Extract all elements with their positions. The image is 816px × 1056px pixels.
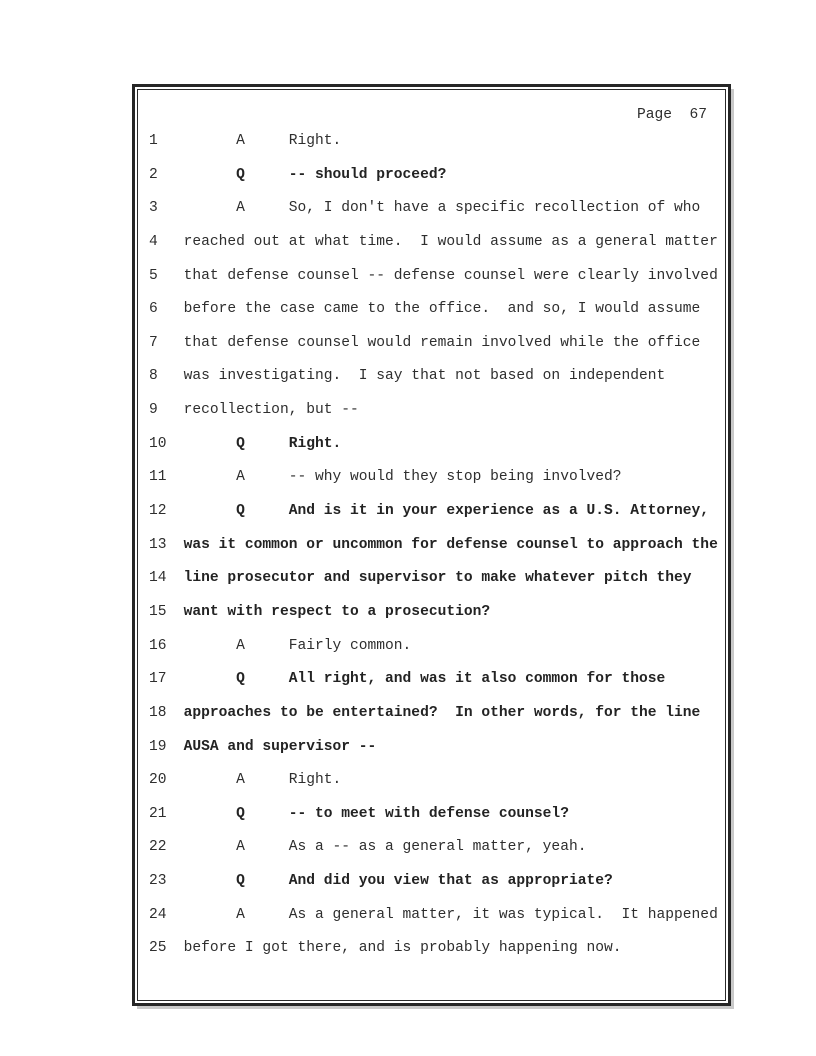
page-number: Page 67 xyxy=(636,107,707,123)
line-text: reached out at what time. I would assume as a general matter xyxy=(183,233,718,250)
transcript-line xyxy=(138,630,725,664)
line-number: 7 xyxy=(149,334,158,351)
transcript-line xyxy=(138,798,725,832)
transcript-line xyxy=(138,428,725,462)
line-number: 11 xyxy=(149,469,167,486)
transcript-line xyxy=(138,596,725,630)
transcript-line xyxy=(138,831,725,865)
line-number: 8 xyxy=(149,368,158,385)
line-number: 16 xyxy=(149,637,167,654)
line-text: before the case came to the office. and so, I would assume xyxy=(183,301,701,318)
line-number: 17 xyxy=(149,671,167,688)
transcript-line xyxy=(138,293,725,327)
line-text: Q -- to meet with defense counsel? xyxy=(183,805,569,822)
line-number: 14 xyxy=(149,570,167,587)
document-frame-inner xyxy=(137,89,726,1001)
line-text: A So, I don't have a specific recollection of who xyxy=(183,200,701,217)
line-number: 10 xyxy=(149,435,167,452)
line-text: A -- why would they stop being involved? xyxy=(183,469,622,486)
line-number: 1 xyxy=(149,133,158,149)
transcript-line xyxy=(138,663,725,697)
line-text: AUSA and supervisor -- xyxy=(183,738,377,755)
line-number: 21 xyxy=(149,805,167,822)
transcript-line xyxy=(138,731,725,765)
transcript-line xyxy=(138,697,725,731)
line-number: 20 xyxy=(149,772,167,789)
transcript-line xyxy=(138,529,725,563)
transcript-line xyxy=(138,394,725,428)
line-number: 24 xyxy=(149,906,167,923)
line-text: Q Right. xyxy=(183,435,342,452)
line-number: 19 xyxy=(149,738,167,755)
line-text: was it common or uncommon for defense counsel to approach the xyxy=(183,536,718,553)
transcript-line xyxy=(138,562,725,596)
document-frame xyxy=(132,84,731,1006)
line-text: recollection, but -- xyxy=(183,402,359,419)
transcript-line xyxy=(138,899,725,933)
line-text: that defense counsel -- defense counsel were clearly involved xyxy=(183,267,718,284)
line-number: 12 xyxy=(149,503,167,520)
transcript-line xyxy=(138,159,725,193)
line-text: want with respect to a prosecution? xyxy=(183,603,491,620)
transcript-line xyxy=(138,192,725,226)
line-number: 5 xyxy=(149,267,158,284)
transcript-line xyxy=(138,932,725,966)
line-text: approaches to be entertained? In other words, for the line xyxy=(183,704,701,721)
line-number: 15 xyxy=(149,603,167,620)
line-number: 22 xyxy=(149,839,167,856)
transcript-line xyxy=(138,865,725,899)
transcript-line xyxy=(138,327,725,361)
line-number: 25 xyxy=(149,940,167,957)
line-text: Q All right, and was it also common for those xyxy=(183,671,666,688)
line-number: 9 xyxy=(149,402,158,419)
transcript-line xyxy=(138,125,725,159)
line-text: A As a general matter, it was typical. It happened xyxy=(183,906,718,923)
line-number: 2 xyxy=(149,166,158,183)
line-number: 13 xyxy=(149,536,167,553)
line-text: was investigating. I say that not based on independent xyxy=(183,368,666,385)
line-text: Q -- should proceed? xyxy=(183,166,447,183)
transcript-line xyxy=(138,226,725,260)
line-text: A As a -- as a general matter, yeah. xyxy=(183,839,587,856)
line-number: 6 xyxy=(149,301,158,318)
line-text: Q And did you view that as appropriate? xyxy=(183,873,613,890)
transcript-line xyxy=(138,495,725,529)
transcript-lines xyxy=(138,125,725,966)
line-text: A Right. xyxy=(183,133,342,149)
line-text: Q And is it in your experience as a U.S. Attorney, xyxy=(183,503,710,520)
line-number: 4 xyxy=(149,233,158,250)
line-text: A Fairly common. xyxy=(183,637,412,654)
line-number: 18 xyxy=(149,704,167,721)
line-text: before I got there, and is probably happening now. xyxy=(183,940,622,957)
line-number: 23 xyxy=(149,873,167,890)
line-number: 3 xyxy=(149,200,158,217)
transcript-line xyxy=(138,360,725,394)
line-text: that defense counsel would remain involved while the office xyxy=(183,334,701,351)
transcript-line xyxy=(138,260,725,294)
line-text: A Right. xyxy=(183,772,342,789)
transcript-line xyxy=(138,764,725,798)
transcript-line xyxy=(138,461,725,495)
line-text: line prosecutor and supervisor to make whatever pitch they xyxy=(183,570,692,587)
